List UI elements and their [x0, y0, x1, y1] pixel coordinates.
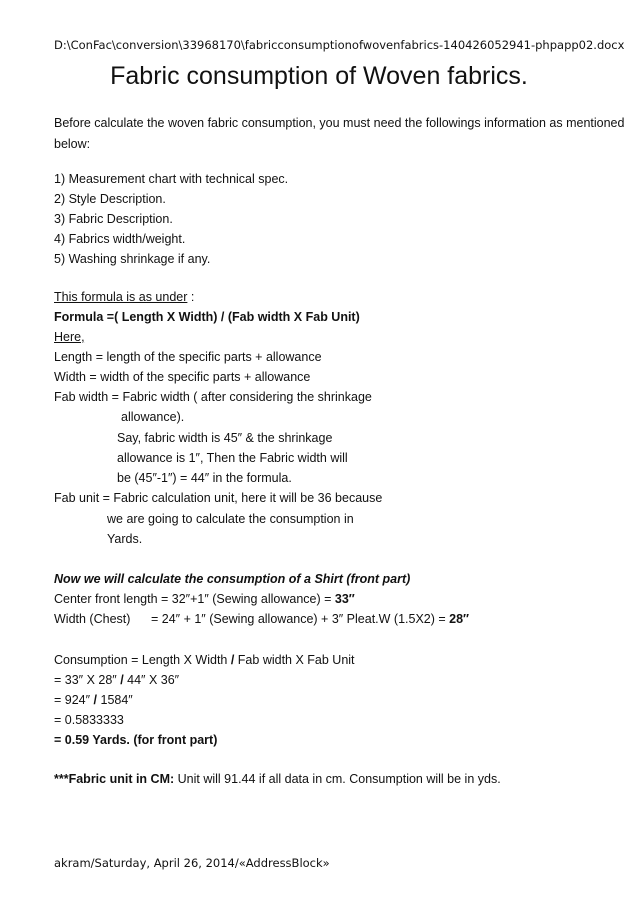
requirement-item-4: 4) Fabrics width/weight.: [54, 232, 186, 246]
center-front-length-line: [54, 592, 355, 606]
consumption-formula-slash: /: [230, 653, 235, 667]
cm-unit-note-label: ***Fabric unit in CM:: [54, 772, 175, 786]
consumption-step-1-part-2: 44″ X 36″: [123, 673, 180, 687]
page-title: Fabric consumption of Woven fabrics.: [110, 62, 528, 90]
intro-line-1: Before calculate the woven fabric consumption, you must need the followings information as mentioned: [54, 116, 625, 130]
chest-width-line: [151, 612, 469, 626]
consumption-step-1: [54, 673, 179, 687]
consumption-formula-part-2: Fab width X Fab Unit: [234, 653, 355, 667]
consumption-step-1-slash: /: [120, 673, 124, 687]
document-footer: akram/Saturday, April 26, 2014/«AddressBlock»: [54, 856, 330, 870]
intro-line-2: below:: [54, 137, 91, 151]
requirement-item-3: 3) Fabric Description.: [54, 212, 173, 226]
fab-unit-definition-3: Yards.: [107, 532, 143, 546]
chest-width-value: 28″: [449, 612, 470, 626]
fab-unit-definition-1: Fab unit = Fabric calculation unit, here it will be 36 because: [54, 491, 383, 505]
consumption-step-2-slash: /: [93, 693, 98, 707]
consumption-formula-part-1: Consumption = Length X Width: [54, 653, 231, 667]
requirement-item-2: 2) Style Description.: [54, 192, 166, 206]
requirement-item-5: 5) Washing shrinkage if any.: [54, 252, 211, 266]
width-definition: Width = width of the specific parts + allowance: [54, 370, 311, 384]
fab-width-definition-2: allowance).: [121, 410, 185, 424]
cm-unit-note: [54, 772, 501, 786]
fab-width-definition-1: Fab width = Fabric width ( after considering the shrinkage: [54, 390, 372, 404]
center-front-length-value: 33″: [334, 592, 355, 606]
shirt-heading: Now we will calculate the consumption of a Shirt (front part): [54, 572, 411, 586]
consumption-step-2: [54, 693, 133, 707]
consumption-result: = 0.59 Yards. (for front part): [54, 733, 218, 747]
formula-intro-text: This formula is as under: [54, 290, 188, 304]
chest-width-label: Width (Chest): [54, 612, 131, 626]
document-path-header: D:\ConFac\conversion\33968170\fabricconsumptionofwovenfabrics-140426052941-phpapp02.docx: [54, 38, 625, 52]
consumption-step-2-part-1: = 924″: [54, 693, 94, 707]
fab-width-definition-5: be (45″-1″) = 44″ in the formula.: [117, 471, 292, 485]
consumption-formula-line: [54, 653, 355, 667]
requirement-item-1: 1) Measurement chart with technical spec.: [54, 172, 289, 186]
formula-line: Formula =( Length X Width) / (Fab width X Fab Unit): [54, 310, 360, 324]
length-definition: Length = length of the specific parts + allowance: [54, 350, 322, 364]
fab-width-definition-3: Say, fabric width is 45″ & the shrinkage: [117, 431, 333, 445]
fab-unit-definition-2: we are going to calculate the consumption in: [107, 512, 354, 526]
chest-width-text: = 24″ + 1″ (Sewing allowance) + 3″ Pleat.W (1.5X2) =: [151, 612, 450, 626]
here-label: Here,: [54, 330, 85, 344]
consumption-step-2-part-2: 1584″: [97, 693, 133, 707]
consumption-step-1-part-1: = 33″ X 28″: [54, 673, 121, 687]
formula-intro: [54, 290, 194, 304]
center-front-length-text: Center front length = 32″+1″ (Sewing allowance) =: [54, 592, 335, 606]
consumption-step-3: = 0.5833333: [54, 713, 124, 727]
cm-unit-note-text: Unit will 91.44 if all data in cm. Consumption will be in yds.: [174, 772, 501, 786]
formula-intro-suffix: :: [187, 290, 195, 304]
fab-width-definition-4: allowance is 1″, Then the Fabric width will: [117, 451, 348, 465]
